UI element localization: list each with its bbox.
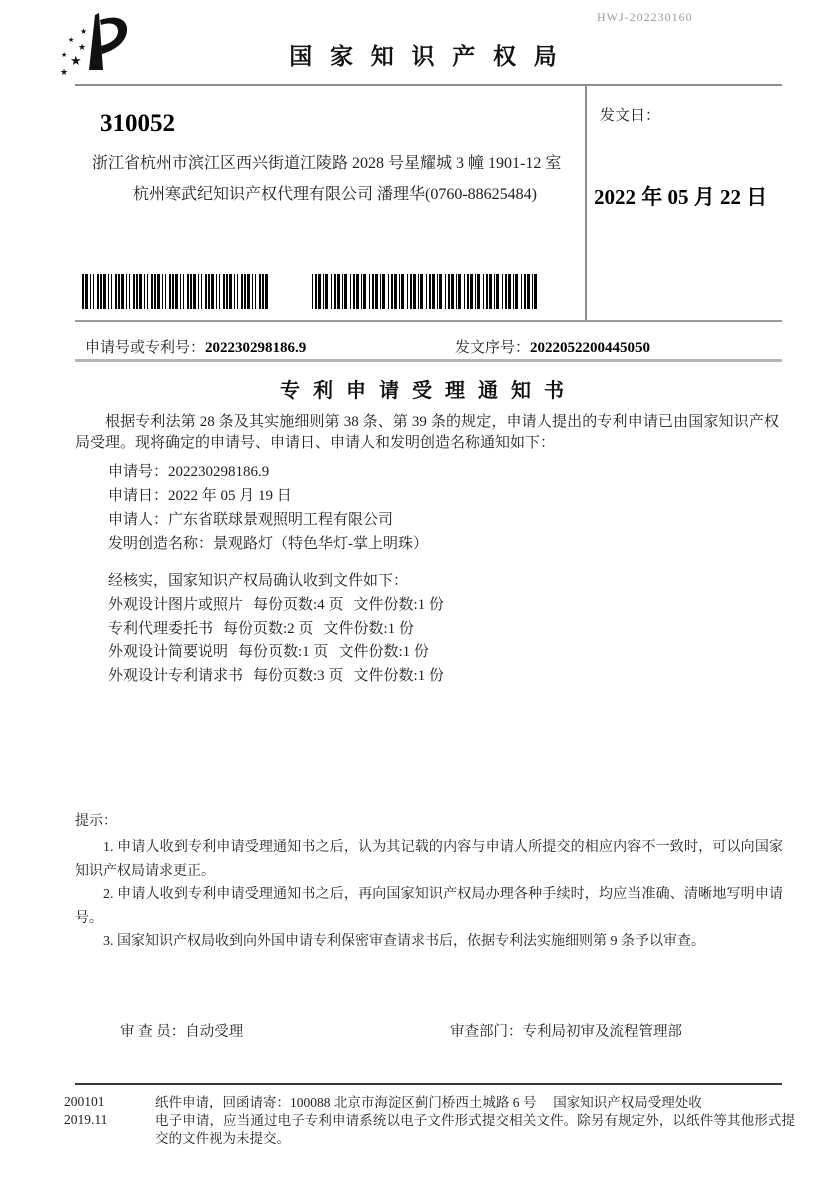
issue-date-value: 2022 年 05 月 22 日 xyxy=(594,185,768,209)
department-label: 审查部门： xyxy=(450,1024,523,1040)
svg-text:★: ★ xyxy=(68,36,75,44)
department-value: 专利局初审及流程管理部 xyxy=(522,1024,682,1040)
svg-text:★: ★ xyxy=(61,51,68,59)
received-intro: 经核实，国家知识产权局确认收到文件如下： xyxy=(108,573,409,589)
department-row xyxy=(450,1020,682,1041)
application-fields xyxy=(108,460,428,556)
application-number-row xyxy=(85,336,306,357)
received-doc-row: 专利代理委托书 每份页数:2 页 文件份数:1 份 xyxy=(108,620,414,637)
barcode-application-number xyxy=(82,274,270,309)
notice-title: 专 利 申 请 受 理 通 知 书 xyxy=(280,380,568,402)
recipient-agency-contact: 杭州寒武纪知识产权代理有限公司 潘理华(0760-88625484) xyxy=(133,186,537,203)
serial-number-value: 2022052200445050 xyxy=(530,340,651,356)
svg-text:★: ★ xyxy=(78,43,87,53)
footer-form-version: 2019.11 xyxy=(64,1112,108,1127)
received-doc-row: 外观设计图片或照片 每份页数:4 页 文件份数:1 份 xyxy=(108,596,444,613)
received-doc-row: 外观设计专利请求书 每份页数:3 页 文件份数:1 份 xyxy=(108,668,444,685)
footer-efiling-note: 电子申请，应当通过电子专利申请系统以电子文件形式提交相关文件。除另有规定外，以纸件等其他形式提交的文件视为未提交。 xyxy=(155,1113,795,1146)
application-number-value: 202230298186.9 xyxy=(205,340,307,356)
field-applicant: 申请人：广东省联球景观照明工程有限公司 xyxy=(108,512,394,528)
svg-text:★: ★ xyxy=(70,54,82,69)
field-invention-name: 发明创造名称：景观路灯（特色华灯-掌上明珠） xyxy=(108,536,429,552)
field-application-number: 申请号：202230298186.9 xyxy=(108,464,270,480)
barcode-divider-line xyxy=(75,320,782,322)
footer-divider-line xyxy=(75,1083,782,1085)
application-number-label: 申请号或专利号： xyxy=(85,340,206,356)
examiner-value: 自动受理 xyxy=(185,1024,244,1040)
tip-item-2: 2. 申请人收到专利申请受理通知书之后，再向国家知识产权局办理各种手续时，均应当准确、清晰地写明申请号。 xyxy=(75,887,783,926)
issue-date-label: 发文日： xyxy=(600,108,661,124)
tips-label: 提示： xyxy=(75,814,117,829)
tips-list xyxy=(75,836,783,954)
svg-text:★: ★ xyxy=(80,27,88,36)
received-doc-row: 外观设计简要说明 每份页数:1 页 文件份数:1 份 xyxy=(108,644,429,661)
field-application-date: 申请日：2022 年 05 月 19 日 xyxy=(108,488,292,504)
tip-item-1: 1. 申请人收到专利申请受理通知书之后，认为其记载的内容与申请人所提交的相应内容不一致时，可以向国家知识产权局请求更正。 xyxy=(75,840,783,879)
document-reference-code: HWJ-202230160 xyxy=(597,10,693,24)
header-divider-line xyxy=(75,84,782,86)
vertical-divider-line xyxy=(585,84,587,320)
examiner-label: 审 查 员： xyxy=(120,1024,186,1040)
serial-number-row xyxy=(455,336,650,357)
section-divider-line xyxy=(75,359,782,362)
agency-title: 国 家 知 识 产 权 局 xyxy=(289,44,563,69)
footer-paper-filing-note: 纸件申请，回函请寄：100088 北京市海淀区蓟门桥西土城路 6 号 国家知识产权局受理处收 xyxy=(155,1095,702,1110)
postal-code: 310052 xyxy=(100,110,175,137)
footer-form-code: 200101 xyxy=(64,1094,105,1109)
svg-text:★: ★ xyxy=(60,68,69,78)
tip-item-3: 3. 国家知识产权局收到向外国申请专利保密审查请求书后，依据专利法实施细则第 9 条予以审查。 xyxy=(103,934,705,949)
serial-number-label: 发文序号： xyxy=(455,340,531,356)
examiner-row xyxy=(120,1020,243,1041)
notice-intro-paragraph: 根据专利法第 28 条及其实施细则第 38 条、第 39 条的规定，申请人提出的专利申请已由国家知识产权局受理。现将确定的申请号、申请日、申请人和发明创造名称通知如下： xyxy=(75,414,779,451)
barcode-serial-number xyxy=(312,274,538,309)
received-documents-list xyxy=(108,570,444,689)
recipient-address: 浙江省杭州市滨江区西兴街道江陵路 2028 号星耀城 3 幢 1901-12 室 xyxy=(92,155,562,172)
